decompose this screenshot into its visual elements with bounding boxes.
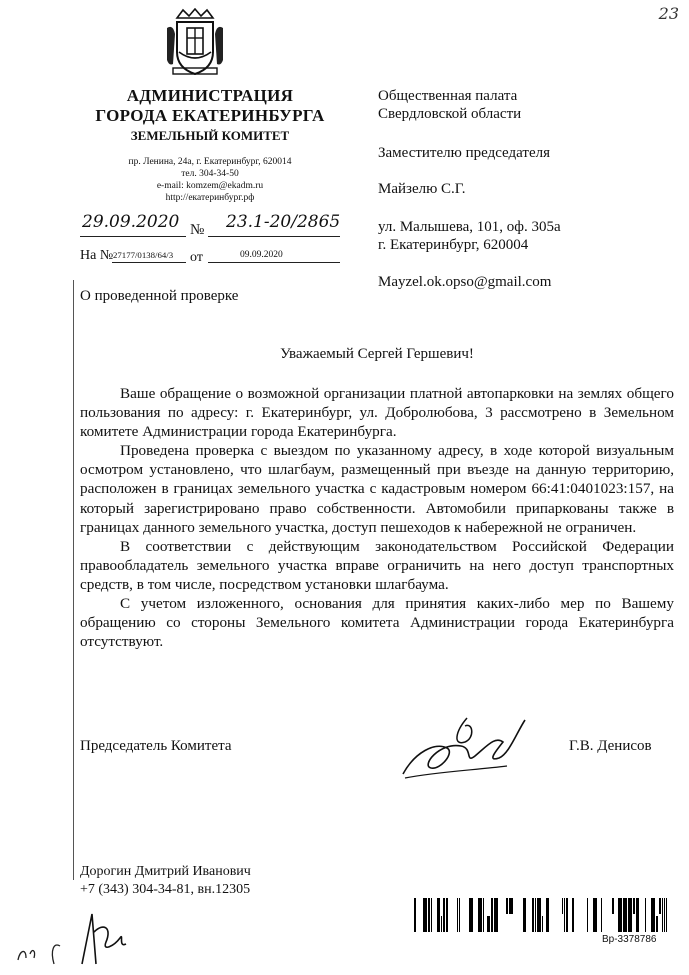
handwritten-signature <box>395 712 530 784</box>
handwritten-initials-mark <box>4 902 134 972</box>
signer-position: Председатель Комитета <box>80 738 232 754</box>
barcode-label: Вр-3378786 <box>602 934 657 945</box>
document-barcode <box>414 898 670 932</box>
ref-number: 27177/0138/64/3 <box>113 250 174 260</box>
recipient-position: Заместителю председателя <box>378 145 551 161</box>
recipient-name: Майзелю С.Г. <box>378 181 466 197</box>
letter-body <box>80 384 674 651</box>
reg-date-handwritten: 29.09.2020 <box>82 212 180 232</box>
body-paragraph-1: Ваше обращение о возможной организации платной автопарковки на землях общего пользования по адресу: г. Екатеринбург, ул. Добролюбова, 3 рассмотрено в Земельном комитете Администрации города Екатеринбурга. <box>80 385 674 441</box>
signer-name: Г.В. Денисов <box>569 738 652 754</box>
recipient-city: г. Екатеринбург, 620004 <box>378 237 529 253</box>
letter-greeting: Уважаемый Сергей Гершевич! <box>280 346 474 362</box>
body-paragraph-4: С учетом изложенного, основания для принятия каких-либо мер по Вашему обращению со стороны Земельного комитета Администрации города Екатеринбурга отсутствуют. <box>80 595 674 651</box>
sender-org-line1: АДМИНИСТРАЦИЯ <box>126 86 294 105</box>
body-paragraph-3: В соответствии с действующим законодательством Российской Федерации правообладатель земельного участка вправе ограничить на него доступ транспортных средств, в том числе, посредством установки шлагбаума. <box>80 537 674 593</box>
sender-email: e-mail: komzem@ekadm.ru <box>156 181 264 191</box>
sender-address: пр. Ленина, 24а, г. Екатеринбург, 620014 <box>128 157 292 167</box>
executor-name: Дорогин Дмитрий Иванович <box>80 864 251 879</box>
page-number-handwritten: 23 <box>658 4 679 23</box>
ref-from-label: от <box>190 250 203 265</box>
ref-date: 09.09.2020 <box>240 250 283 260</box>
sender-phone: тел. 304-34-50 <box>181 169 239 179</box>
sender-org-line2: ГОРОДА ЕКАТЕРИНБУРГА <box>95 106 325 125</box>
recipient-street: ул. Малышева, 101, оф. 305а <box>378 219 561 235</box>
coat-of-arms-logo <box>163 8 227 78</box>
recipient-email: Mayzel.ok.opso@gmail.com <box>378 274 552 290</box>
letter-subject: О проведенной проверке <box>80 288 239 304</box>
recipient-org-line2: Свердловской области <box>378 106 522 122</box>
scan-margin-line <box>73 280 74 880</box>
executor-phone: +7 (343) 304-34-81, вн.12305 <box>80 882 251 897</box>
sender-website: http://екатеринбург.рф <box>165 193 255 203</box>
recipient-org-line1: Общественная палата <box>378 88 518 104</box>
reg-number-label: № <box>190 222 205 238</box>
body-paragraph-2: Проведена проверка с выездом по указанному адресу, в ходе которой визуальным осмотром установлено, что шлагбаум, размещенный при въезде на данную территорию, расположен в границах земельного участка с кадастровым номером 66:41:0401023:157, на который зарегистрировано право собственности. Автомобили припаркованы также в границах данного земельного участка, доступ пешеходов к набережной не ограничен. <box>80 442 674 536</box>
reg-number-handwritten: 23.1-20/2865 <box>226 212 341 232</box>
ref-label: На № <box>80 248 114 263</box>
sender-org-line3: ЗЕМЕЛЬНЫЙ КОМИТЕТ <box>130 128 290 143</box>
